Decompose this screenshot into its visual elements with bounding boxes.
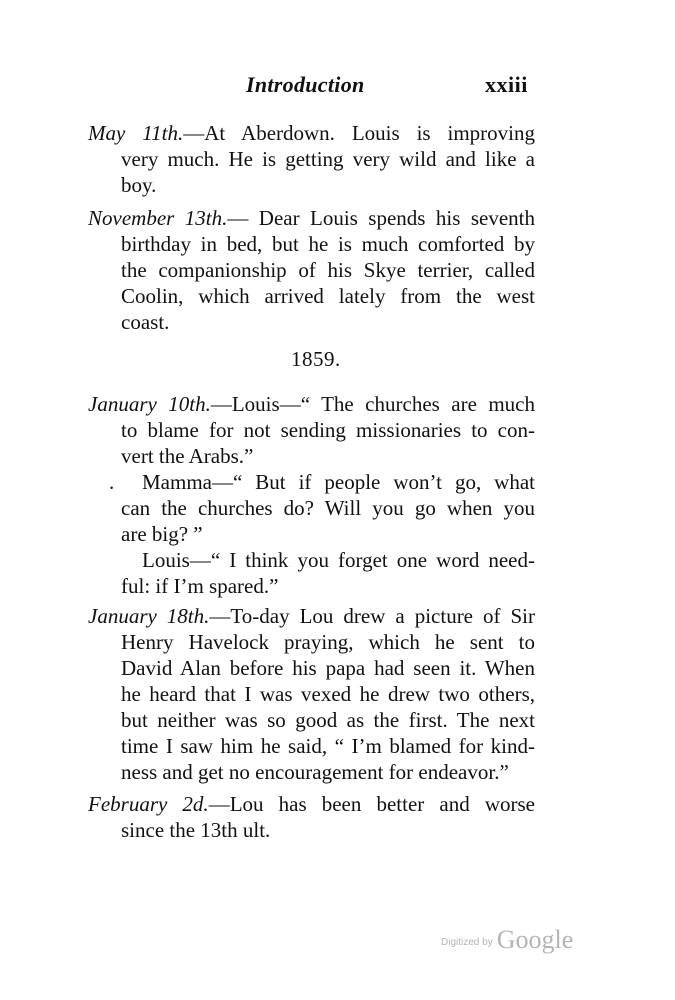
entry-line: birthday in bed, but he is much comforted by (121, 232, 535, 256)
entry-line: January 10th.—Louis—“ The churches are much (88, 392, 536, 416)
stray-ink-mark: . (109, 470, 115, 494)
entry-line: Mamma—“ But if people won’t go, what (142, 470, 535, 494)
digitized-watermark (441, 925, 573, 955)
entry-date: January 18th. (88, 604, 210, 628)
watermark-prefix: Digitized by (441, 937, 493, 948)
entry-line: since the 13th ult. (121, 818, 271, 842)
page-number: xxiii (485, 72, 528, 97)
entry-line: he heard that I was vexed he drew two others, (121, 682, 535, 706)
entry-line: Coolin, which arrived lately from the west (121, 284, 535, 308)
entry-line: boy. (121, 173, 157, 197)
google-logo: Google (496, 925, 574, 954)
entry-date: November 13th. (88, 206, 228, 230)
entry-line: the companionship of his Skye terrier, called (121, 258, 535, 282)
entry-line: February 2d.—Lou has been better and worse (88, 792, 535, 816)
entry-line: to blame for not sending missionaries to con- (121, 418, 535, 442)
entry-line: time I saw him he said, “ I’m blamed for kind- (121, 734, 535, 758)
entry-line: Henry Havelock praying, which he sent to (121, 630, 535, 654)
entry-line: January 18th.—To-day Lou drew a picture of Sir (88, 604, 535, 628)
year-heading: 1859. (291, 347, 341, 371)
entry-line: very much. He is getting very wild and like a (121, 147, 535, 171)
entry-line: are big? ” (121, 522, 203, 546)
entry-line: November 13th.— Dear Louis spends his seventh (88, 206, 535, 230)
entry-date: May 11th. (88, 121, 184, 145)
entry-line: ful: if I’m spared.” (121, 574, 279, 598)
entry-date: February 2d. (88, 792, 209, 816)
entry-line: ness and get no encouragement for endeavor.” (121, 760, 509, 784)
entry-line: coast. (121, 310, 170, 334)
entry-line: can the churches do? Will you go when you (121, 496, 535, 520)
entry-line: vert the Arabs.” (121, 444, 254, 468)
entry-line: but neither was so good as the first. The next (121, 708, 535, 732)
entry-date: January 10th. (88, 392, 211, 416)
entry-line: David Alan before his papa had seen it. When (121, 656, 535, 680)
entry-line: Louis—“ I think you forget one word need- (142, 548, 535, 572)
entry-line: May 11th.—At Aberdown. Louis is improving (88, 121, 536, 145)
running-head-title: Introduction (246, 72, 365, 97)
